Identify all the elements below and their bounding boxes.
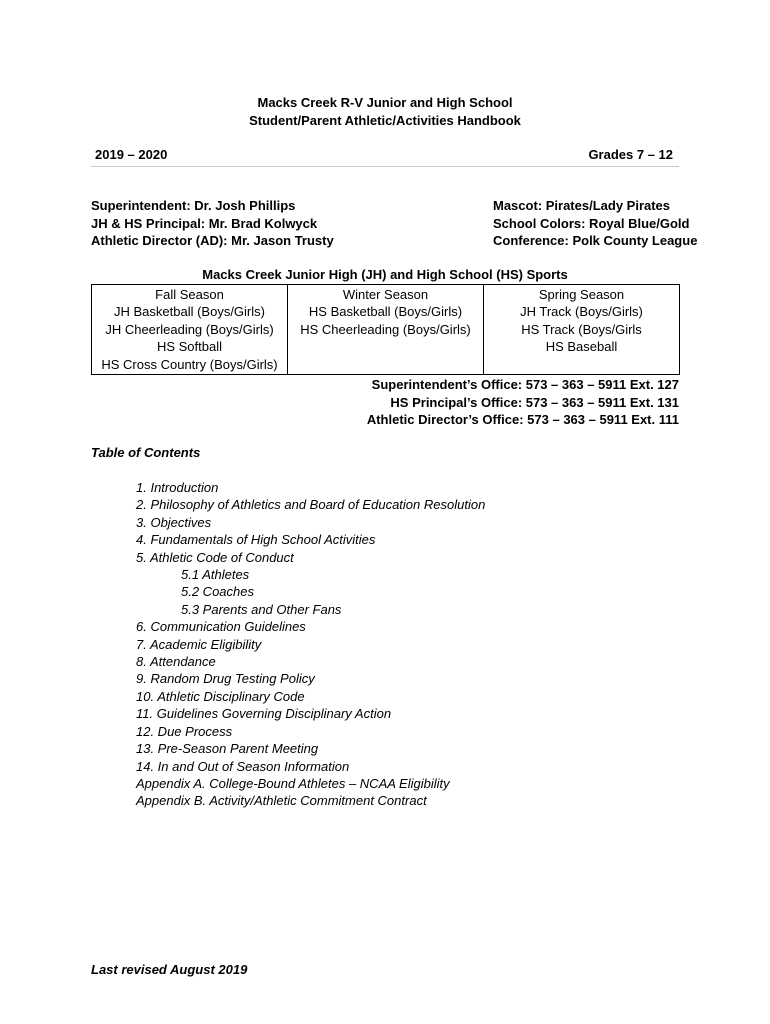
list-item: JH Cheerleading (Boys/Girls) [105,321,274,337]
toc-item: 7. Academic Eligibility [136,636,262,652]
document-title [0,94,770,130]
toc-item: 3. Objectives [136,514,212,530]
toc-item: 10. Athletic Disciplinary Code [136,688,305,704]
superintendent-office-phone: Superintendent’s Office: 573 – 363 – 5911 Ext. 127 [371,377,679,392]
staff-list [91,197,334,250]
fall-season-cell [92,285,288,375]
table-of-contents [136,479,485,810]
spring-season-heading: Spring Season [538,287,625,302]
toc-item: Appendix A. College-Bound Athletes – NCAA Eligibility [136,775,450,791]
toc-item: 6. Communication Guidelines [136,619,306,635]
superintendent-name: Superintendent: Dr. Josh Phillips [91,198,296,213]
toc-item: 14. In and Out of Season Information [136,758,350,774]
school-colors: School Colors: Royal Blue/Gold [493,215,690,231]
list-item: HS Softball [156,339,223,355]
winter-season-heading: Winter Season [342,287,429,302]
principal-office-phone: HS Principal’s Office: 573 – 363 – 5911 Ext. 131 [390,394,679,410]
toc-item: 4. Fundamentals of High School Activities [136,532,376,548]
toc-item: 2. Philosophy of Athletics and Board of Education Resolution [136,497,486,513]
toc-heading: Table of Contents [91,445,201,460]
toc-item: Appendix B. Activity/Athletic Commitment Contract [136,793,427,809]
title-school-name: Macks Creek R-V Junior and High School [257,95,513,110]
athletic-director-office-phone: Athletic Director’s Office: 573 – 363 – 5911 Ext. 111 [366,412,679,427]
winter-season-cell [288,285,484,375]
toc-item: 5. Athletic Code of Conduct [136,549,294,565]
toc-item: 8. Attendance [136,654,216,670]
header-divider [91,166,679,167]
toc-item: 1. Introduction [136,480,219,495]
title-handbook-name: Student/Parent Athletic/Activities Handbook [249,113,521,128]
office-contacts [367,376,679,429]
grades-range: Grades 7 – 12 [588,147,673,162]
sports-table [91,284,680,375]
list-item: JH Basketball (Boys/Girls) [114,304,265,320]
toc-item: 11. Guidelines Governing Disciplinary Action [136,706,392,722]
spring-season-cell [484,285,680,375]
mascot: Mascot: Pirates/Lady Pirates [493,198,671,213]
list-item: HS Cheerleading (Boys/Girls) [300,321,471,337]
sports-table-title: Macks Creek Junior High (JH) and High School (HS) Sports [202,267,568,282]
school-year: 2019 – 2020 [95,147,168,162]
toc-item: 12. Due Process [136,723,233,739]
toc-item: 9. Random Drug Testing Policy [136,671,315,687]
fall-season-heading: Fall Season [155,287,224,302]
list-item: HS Track (Boys/Girls [521,321,642,337]
principal-name: JH & HS Principal: Mr. Brad Kolwyck [91,215,318,231]
list-item: JH Track (Boys/Girls) [520,304,643,320]
list-item: HS Baseball [545,339,618,355]
list-item: HS Cross Country (Boys/Girls) [101,356,278,372]
revision-note: Last revised August 2019 [91,962,248,977]
table-row [92,285,680,375]
conference: Conference: Polk County League [493,233,698,248]
toc-subitem: 5.1 Athletes [181,567,250,583]
toc-subitem: 5.3 Parents and Other Fans [181,601,342,617]
toc-item: 13. Pre-Season Parent Meeting [136,741,319,757]
school-info [493,197,697,250]
athletic-director-name: Athletic Director (AD): Mr. Jason Trusty [91,233,334,248]
toc-subitem: 5.2 Coaches [181,584,254,600]
list-item: HS Basketball (Boys/Girls) [308,304,463,320]
